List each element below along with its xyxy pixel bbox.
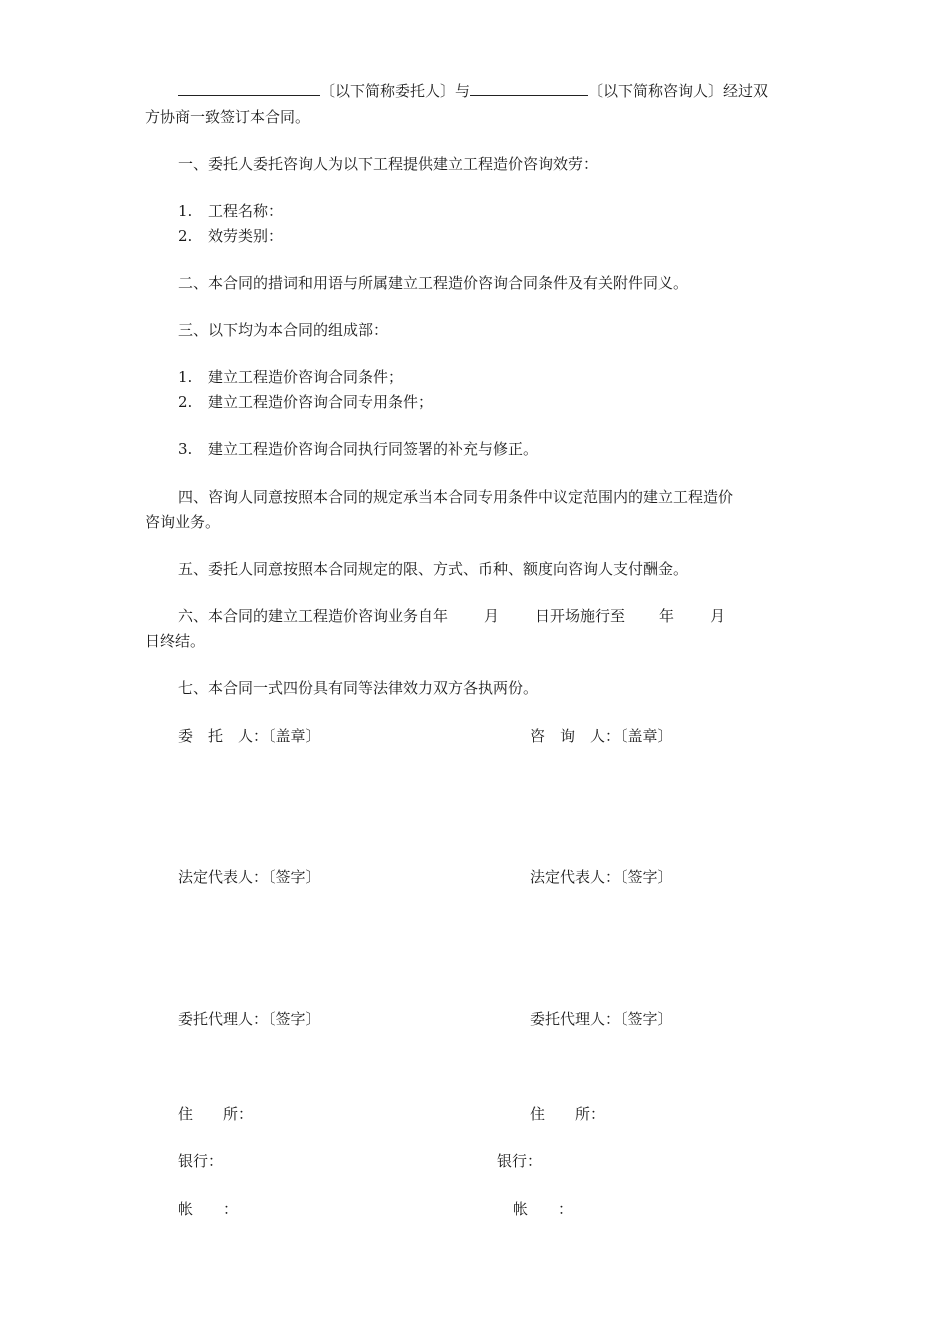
client-legal-rep-label: 法定代表人：〔签字〕 — [178, 868, 321, 886]
consultant-account-label: 帐 ： — [513, 1200, 574, 1218]
intro-text-1: 〔以下简称委托人〕与 — [320, 82, 471, 100]
clause-4-line-2: 咨询业务。 — [145, 513, 221, 531]
client-agent-label: 委托代理人：〔签字〕 — [178, 1010, 321, 1028]
consultant-agent-label: 委托代理人：〔签字〕 — [530, 1010, 673, 1028]
consultant-name-blank[interactable] — [470, 81, 588, 96]
clause-3-item-1 — [178, 367, 403, 387]
list-text: 工程名称： — [208, 202, 284, 220]
clause-3-item-2 — [178, 392, 433, 412]
clause-1-item-2 — [178, 226, 283, 246]
intro-line-1 — [178, 81, 768, 101]
list-text: 建立工程造价咨询合同条件； — [208, 368, 404, 386]
consultant-seal-label: 咨 询 人：〔盖章〕 — [530, 727, 673, 745]
list-number: 2. — [178, 227, 193, 245]
clause-7: 七、本合同一式四份具有同等法律效力双方各执两份。 — [178, 679, 539, 697]
consultant-legal-rep-label: 法定代表人：〔签字〕 — [530, 868, 673, 886]
list-text: 效劳类别： — [208, 227, 284, 245]
consultant-bank-label: 银行： — [497, 1152, 543, 1170]
client-name-blank[interactable] — [178, 81, 320, 96]
clause-6-line-1 — [178, 606, 725, 626]
list-number: 1. — [178, 368, 193, 386]
clause-6-part-3: 日开场施行至 — [535, 607, 626, 625]
list-text: 建立工程造价咨询合同执行同签署的补充与修正。 — [208, 440, 539, 458]
list-number: 1. — [178, 202, 193, 220]
client-bank-label: 银行： — [178, 1152, 224, 1170]
list-text: 建立工程造价咨询合同专用条件； — [208, 393, 434, 411]
intro-text-3: 方协商一致签订本合同。 — [145, 108, 311, 126]
list-number: 2. — [178, 393, 193, 411]
month-label: 月 — [484, 607, 500, 625]
clause-6-part-1: 六、本合同的建立工程造价咨询业务自年 — [178, 607, 449, 625]
clause-1-title: 一、委托人委托咨询人为以下工程提供建立工程造价咨询效劳： — [178, 155, 599, 173]
client-seal-label: 委 托 人：〔盖章〕 — [178, 727, 321, 745]
clause-2: 二、本合同的措词和用语与所属建立工程造价咨询合同条件及有关附件同义。 — [178, 274, 689, 292]
client-address-label: 住 所： — [178, 1105, 254, 1123]
intro-text-2: 〔以下简称咨询人〕经过双 — [588, 82, 769, 100]
consultant-address-label: 住 所： — [530, 1105, 606, 1123]
list-number: 3. — [178, 440, 193, 458]
client-account-label: 帐 ： — [178, 1200, 239, 1218]
clause-3-item-3 — [178, 439, 538, 459]
clause-5: 五、委托人同意按照本合同规定的限、方式、币种、额度向咨询人支付酬金。 — [178, 560, 689, 578]
year-label: 年 — [659, 607, 675, 625]
clause-4-line-1: 四、咨询人同意按照本合同的规定承当本合同专用条件中议定范围内的建立工程造价 — [178, 488, 734, 506]
month-label: 月 — [710, 607, 726, 625]
clause-1-item-1 — [178, 201, 283, 221]
clause-6-line-2: 日终结。 — [145, 632, 206, 650]
clause-3-title: 三、以下均为本合同的组成部： — [178, 321, 389, 339]
